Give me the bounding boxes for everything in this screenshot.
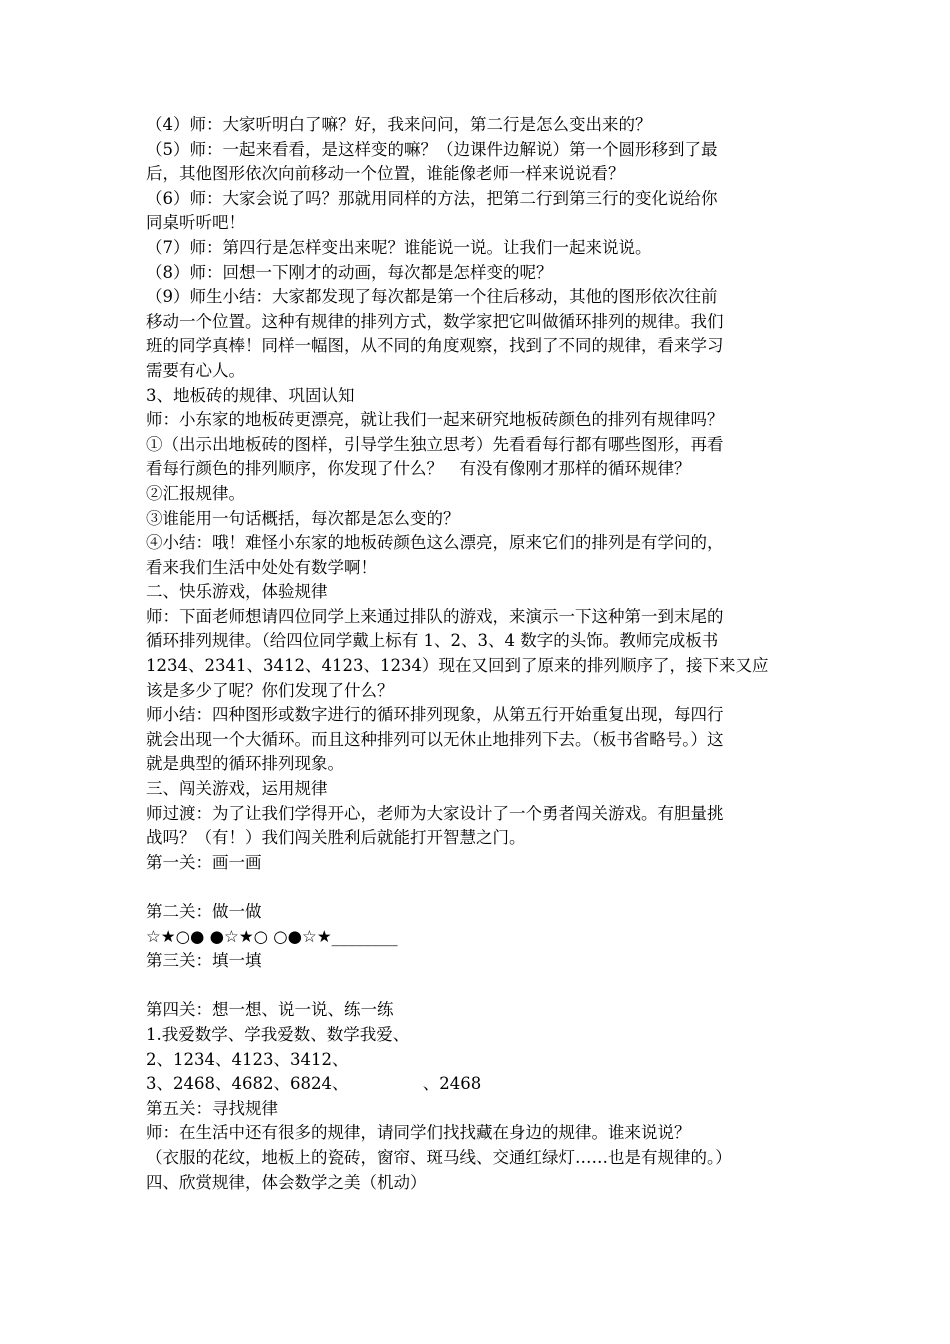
section-heading: 三、闯关游戏，运用规律 <box>146 779 328 799</box>
exercise-line: 2、1234、4123、3412、 <box>146 1049 349 1069</box>
text-line: 战吗？（有！）我们闯关胜利后就能打开智慧之门。 <box>146 828 526 848</box>
blank-line <box>146 974 810 999</box>
text-line: ④小结：哦！难怪小东家的地板砖颜色这么漂亮，原来它们的排列是有学问的， <box>146 533 724 553</box>
text-line: 看来我们生活中处处有数学啊！ <box>146 557 377 577</box>
text-line: 师：在生活中还有很多的规律，请同学们找找藏在身边的规律。谁来说说？ <box>146 1123 691 1143</box>
text-line: 1234、2341、3412、4123、1234）现在又回到了原来的排列顺序了，接下来又应 <box>146 656 769 676</box>
text-line: （9）师生小结：大家都发现了每次都是第一个往后移动，其他的图形依次往前 <box>146 287 718 307</box>
text-line: 后，其他图形依次向前移动一个位置，谁能像老师一样来说说看？ <box>146 164 625 184</box>
level-heading: 第五关：寻找规律 <box>146 1098 278 1118</box>
text-line: （衣服的花纹，地板上的瓷砖，窗帘、斑马线、交通红绿灯……也是有规律的。） <box>146 1147 732 1167</box>
text-line: 班的同学真棒！同样一幅图，从不同的角度观察，找到了不同的规律，看来学习 <box>146 336 724 356</box>
text-line: ②汇报规律。 <box>146 483 245 503</box>
exercise-line: 1.我爱数学、学我爱数、数学我爱、 <box>146 1024 410 1044</box>
text-line: 就是典型的循环排列现象。 <box>146 754 344 774</box>
text-line: 就会出现一个大循环。而且这种排列可以无休止地排列下去。（板书省略号。）这 <box>146 729 724 749</box>
text-line: （5）师：一起来看看，是这样变的嘛？（边课件边解说）第一个圆形移到了最 <box>146 139 718 159</box>
text-line: 循环排列规律。（给四位同学戴上标有 1、2、3、4 数字的头饰。教师完成板书 <box>146 631 719 651</box>
section-heading: 3、地板砖的规律、巩固认知 <box>146 385 355 405</box>
level-heading: 第三关：填一填 <box>146 951 262 971</box>
text-line: 移动一个位置。这种有规律的排列方式，数学家把它叫做循环排列的规律。我们 <box>146 311 724 331</box>
text-line: （8）师：回想一下刚才的动画，每次都是怎样变的呢？ <box>146 262 553 282</box>
text-line: 同桌听听吧！ <box>146 213 245 233</box>
text-line: 师：小东家的地板砖更漂亮，就让我们一起来研究地板砖颜色的排列有规律吗？ <box>146 410 724 430</box>
text-line: ③谁能用一句话概括，每次都是怎么变的？ <box>146 508 460 528</box>
text-line: 师小结：四种图形或数字进行的循环排列现象，从第五行开始重复出现，每四行 <box>146 705 724 725</box>
text-line: 该是多少了呢？你们发现了什么？ <box>146 680 394 700</box>
text-line: （4）师：大家听明白了嘛？好，我来问问，第二行是怎么变出来的？ <box>146 115 652 134</box>
level-heading: 第二关：做一做 <box>146 902 262 921</box>
text-line: 师：下面老师想请四位同学上来通过排队的游戏，来演示一下这种第一到末尾的 <box>146 606 724 626</box>
section-heading: 二、快乐游戏，体验规律 <box>146 582 328 602</box>
text-line: 看每行颜色的排列顺序，你发现了什么？ 有没有像刚才那样的循环规律？ <box>146 459 691 479</box>
text-line: 需要有心人。 <box>146 360 245 380</box>
text-line: （7）师：第四行是怎样变出来呢？谁能说一说。让我们一起来说说。 <box>146 237 652 257</box>
document-body <box>146 113 810 1195</box>
level-heading: 第四关：想一想、说一说、练一练 <box>146 1000 394 1020</box>
blank-line <box>146 875 810 900</box>
section-heading: 四、欣赏规律，体会数学之美（机动） <box>146 1172 427 1192</box>
exercise-line: 3、2468、4682、6824、 、2468 <box>146 1074 482 1094</box>
text-line: ①（出示出地板砖的图样，引导学生独立思考）先看看每行都有哪些图形，再看 <box>146 434 724 454</box>
level-heading: 第一关：画一画 <box>146 852 262 872</box>
symbol-sequence: ☆★○● ●☆★○ ○●☆★________ <box>146 926 398 946</box>
text-line: 师过渡：为了让我们学得开心，老师为大家设计了一个勇者闯关游戏。有胆量挑 <box>146 803 724 823</box>
text-line: （6）师：大家会说了吗？那就用同样的方法，把第二行到第三行的变化说给你 <box>146 188 718 208</box>
